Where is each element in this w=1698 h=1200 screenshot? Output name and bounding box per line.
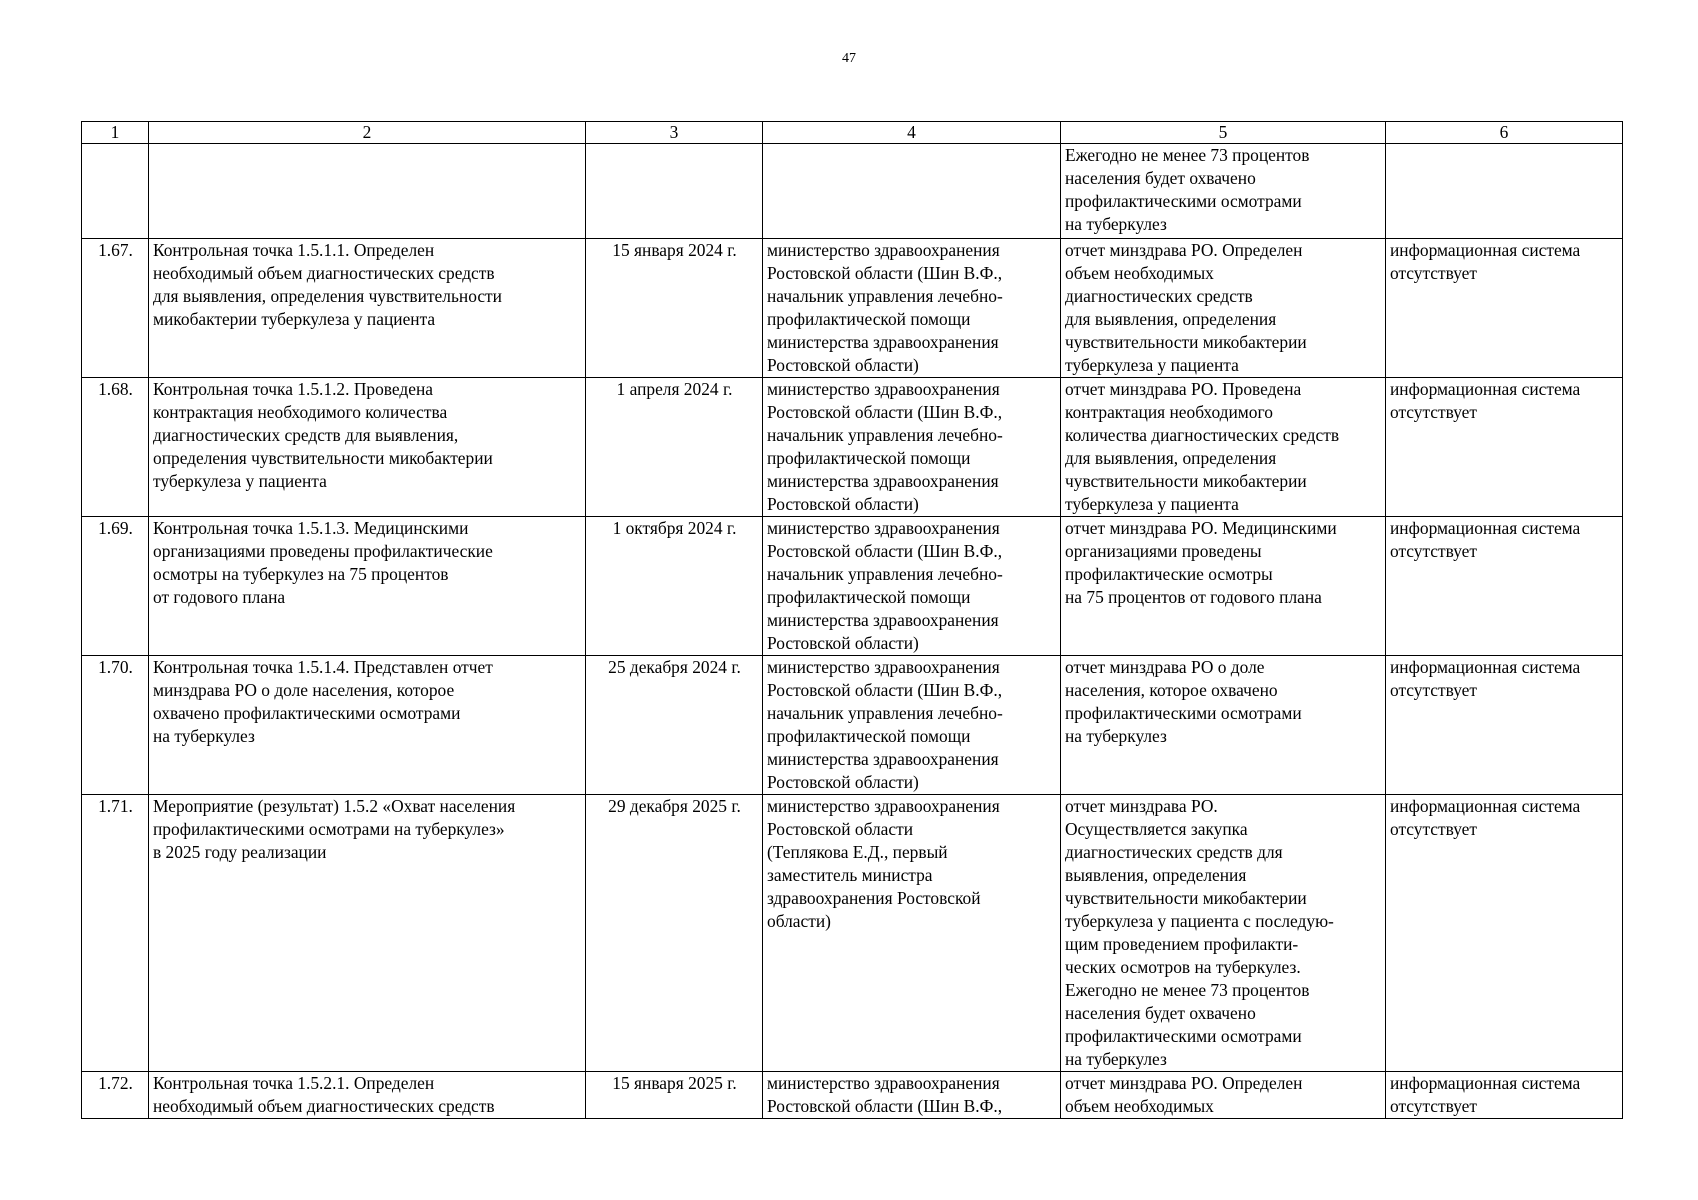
column-number: 4 xyxy=(763,122,1061,144)
cell-line: чувствительности микобактерии xyxy=(1065,471,1307,491)
table-row xyxy=(82,656,1623,795)
cell-line: туберкулеза у пациента с последую- xyxy=(1065,911,1334,931)
result-description xyxy=(1061,239,1386,378)
measure-name xyxy=(149,378,586,517)
cell-line: отчет минздрава РО. xyxy=(1065,796,1218,816)
cell-line: Контрольная точка 1.5.1.1. Определен xyxy=(153,240,435,260)
responsible-party xyxy=(763,795,1061,1072)
cell-line: профилактическими осмотрами xyxy=(1065,1026,1302,1046)
cell-line: отсутствует xyxy=(1390,819,1477,839)
cell-line: Ежегодно не менее 73 процентов xyxy=(1065,145,1310,165)
responsible-party xyxy=(763,1072,1061,1119)
cell-line: населения будет охвачено xyxy=(1065,1003,1256,1023)
cell-line: организациями проведены xyxy=(1065,541,1262,561)
cell-line: населения, которое охвачено xyxy=(1065,680,1278,700)
cell-line: министерство здравоохранения xyxy=(767,518,1000,538)
table-row xyxy=(82,795,1623,1072)
cell-line: Ежегодно не менее 73 процентов xyxy=(1065,980,1310,1000)
cell-line: организациями проведены профилактические xyxy=(153,541,493,561)
cell-line: министерство здравоохранения xyxy=(767,240,1000,260)
cell-line: Ростовской области (Шин В.Ф., xyxy=(767,263,1003,283)
information-system xyxy=(1386,795,1623,1072)
cell-line: отчет минздрава РО. Медицинскими xyxy=(1065,518,1337,538)
cell-line: на туберкулез xyxy=(1065,726,1167,746)
cell-line: профилактической помощи xyxy=(767,309,971,329)
cell-line: объем необходимых xyxy=(1065,263,1214,283)
cell-line: отчет минздрава РО о доле xyxy=(1065,657,1265,677)
cell-line: отчет минздрава РО. Проведена xyxy=(1065,379,1302,399)
cell-line: министерство здравоохранения xyxy=(767,379,1000,399)
cell-line: отчет минздрава РО. Определен xyxy=(1065,240,1303,260)
deadline-date: 25 декабря 2024 г. xyxy=(586,656,763,795)
cell-line: Ростовской области) xyxy=(767,355,919,375)
result-description xyxy=(1061,1072,1386,1119)
cell-line: начальник управления лечебно- xyxy=(767,425,1003,445)
deadline-date: 1 апреля 2024 г. xyxy=(586,378,763,517)
deadline-date: 15 января 2024 г. xyxy=(586,239,763,378)
responsible-party xyxy=(763,239,1061,378)
cell-line: определения чувствительности микобактерии xyxy=(153,448,493,468)
cell-line: щим проведением профилакти- xyxy=(1065,934,1299,954)
cell-line: минздрава РО о доле населения, которое xyxy=(153,680,455,700)
measure-name xyxy=(149,656,586,795)
measure-name xyxy=(149,795,586,1072)
result-description xyxy=(1061,656,1386,795)
cell-line: профилактической помощи xyxy=(767,448,971,468)
cell-line: начальник управления лечебно- xyxy=(767,703,1003,723)
measure-name xyxy=(149,1072,586,1119)
measures-table xyxy=(81,121,1623,1119)
row-number: 1.72. xyxy=(82,1072,149,1119)
cell-line: начальник управления лечебно- xyxy=(767,286,1003,306)
information-system xyxy=(1386,656,1623,795)
cell-line: здравоохранения Ростовской xyxy=(767,888,981,908)
cell-line: контрактация необходимого количества xyxy=(153,402,448,422)
cell-line: Осуществляется закупка xyxy=(1065,819,1248,839)
cell-line: министерство здравоохранения xyxy=(767,1073,1000,1093)
cell-line: для выявления, определения xyxy=(1065,309,1277,329)
information-system xyxy=(1386,1072,1623,1119)
cell-line: отсутствует xyxy=(1390,541,1477,561)
information-system xyxy=(1386,378,1623,517)
cell-line: информационная система xyxy=(1390,1073,1581,1093)
cell-line: диагностических средств для выявления, xyxy=(153,425,459,445)
row-number: 1.68. xyxy=(82,378,149,517)
cell-line: на туберкулез xyxy=(153,726,255,746)
table-row xyxy=(82,144,1623,239)
column-number: 3 xyxy=(586,122,763,144)
cell-line: Ростовской области xyxy=(767,819,914,839)
cell-line: охвачено профилактическими осмотрами xyxy=(153,703,461,723)
cell-line: информационная система xyxy=(1390,379,1581,399)
table-row xyxy=(82,517,1623,656)
row-number: 1.70. xyxy=(82,656,149,795)
measure-name xyxy=(149,239,586,378)
cell-line: информационная система xyxy=(1390,518,1581,538)
result-description xyxy=(1061,517,1386,656)
row-number: 1.71. xyxy=(82,795,149,1072)
table-row xyxy=(82,239,1623,378)
cell-line: министерство здравоохранения xyxy=(767,796,1000,816)
row-number xyxy=(82,144,149,239)
cell-line: туберкулеза у пациента xyxy=(1065,355,1239,375)
cell-line: диагностических средств xyxy=(1065,286,1253,306)
page-number: 47 xyxy=(842,51,856,66)
table-row xyxy=(82,1072,1623,1119)
row-number: 1.67. xyxy=(82,239,149,378)
cell-line: информационная система xyxy=(1390,240,1581,260)
cell-line: профилактическими осмотрами xyxy=(1065,191,1302,211)
cell-line: Мероприятие (результат) 1.5.2 «Охват населения xyxy=(153,796,516,816)
cell-line: заместитель министра xyxy=(767,865,933,885)
cell-line: министерства здравоохранения xyxy=(767,610,999,630)
cell-line: Ростовской области (Шин В.Ф., xyxy=(767,541,1003,561)
row-number: 1.69. xyxy=(82,517,149,656)
cell-line: Ростовской области) xyxy=(767,633,919,653)
result-description xyxy=(1061,378,1386,517)
deadline-date xyxy=(586,144,763,239)
result-description xyxy=(1061,795,1386,1072)
responsible-party xyxy=(763,144,1061,239)
cell-line: министерства здравоохранения xyxy=(767,749,999,769)
table-row xyxy=(82,378,1623,517)
cell-line: отсутствует xyxy=(1390,1096,1477,1116)
responsible-party xyxy=(763,517,1061,656)
deadline-date: 29 декабря 2025 г. xyxy=(586,795,763,1072)
cell-line: туберкулеза у пациента xyxy=(153,471,327,491)
cell-line: области) xyxy=(767,911,831,931)
cell-line: Ростовской области (Шин В.Ф., xyxy=(767,1096,1003,1116)
cell-line: на туберкулез xyxy=(1065,1049,1167,1069)
responsible-party xyxy=(763,378,1061,517)
cell-line: объем необходимых xyxy=(1065,1096,1214,1116)
cell-line: в 2025 году реализации xyxy=(153,842,327,862)
cell-line: на 75 процентов от годового плана xyxy=(1065,587,1322,607)
cell-line: чувствительности микобактерии xyxy=(1065,332,1307,352)
cell-line: начальник управления лечебно- xyxy=(767,564,1003,584)
cell-line: профилактическими осмотрами xyxy=(1065,703,1302,723)
cell-line: туберкулеза у пациента xyxy=(1065,494,1239,514)
cell-line: от годового плана xyxy=(153,587,286,607)
cell-line: диагностических средств для xyxy=(1065,842,1283,862)
information-system xyxy=(1386,239,1623,378)
deadline-date: 1 октября 2024 г. xyxy=(586,517,763,656)
cell-line: профилактической помощи xyxy=(767,587,971,607)
cell-line: информационная система xyxy=(1390,657,1581,677)
cell-line: осмотры на туберкулез на 75 процентов xyxy=(153,564,449,584)
result-description xyxy=(1061,144,1386,239)
cell-line: на туберкулез xyxy=(1065,214,1167,234)
cell-line: Ростовской области (Шин В.Ф., xyxy=(767,402,1003,422)
cell-line: микобактерии туберкулеза у пациента xyxy=(153,309,436,329)
cell-line: Ростовской области (Шин В.Ф., xyxy=(767,680,1003,700)
information-system xyxy=(1386,144,1623,239)
cell-line: отсутствует xyxy=(1390,680,1477,700)
information-system xyxy=(1386,517,1623,656)
cell-line: министерство здравоохранения xyxy=(767,657,1000,677)
cell-line: отсутствует xyxy=(1390,263,1477,283)
responsible-party xyxy=(763,656,1061,795)
cell-line: Ростовской области) xyxy=(767,494,919,514)
column-number: 5 xyxy=(1061,122,1386,144)
cell-line: отсутствует xyxy=(1390,402,1477,422)
cell-line: профилактические осмотры xyxy=(1065,564,1273,584)
cell-line: Ростовской области) xyxy=(767,772,919,792)
cell-line: информационная система xyxy=(1390,796,1581,816)
measure-name xyxy=(149,517,586,656)
cell-line: ческих осмотров на туберкулез. xyxy=(1065,957,1301,977)
cell-line: профилактическими осмотрами на туберкулез» xyxy=(153,819,505,839)
cell-line: населения будет охвачено xyxy=(1065,168,1256,188)
cell-line: министерства здравоохранения xyxy=(767,471,999,491)
column-number-row xyxy=(82,122,1623,144)
cell-line: необходимый объем диагностических средств xyxy=(153,1096,495,1116)
cell-line: необходимый объем диагностических средств xyxy=(153,263,495,283)
cell-line: министерства здравоохранения xyxy=(767,332,999,352)
cell-line: выявления, определения xyxy=(1065,865,1247,885)
cell-line: Контрольная точка 1.5.1.4. Представлен отчет xyxy=(153,657,493,677)
column-number: 1 xyxy=(82,122,149,144)
cell-line: (Теплякова Е.Д., первый xyxy=(767,842,948,862)
cell-line: Контрольная точка 1.5.1.3. Медицинскими xyxy=(153,518,469,538)
deadline-date: 15 января 2025 г. xyxy=(586,1072,763,1119)
measure-name xyxy=(149,144,586,239)
column-number: 2 xyxy=(149,122,586,144)
cell-line: для выявления, определения чувствительности xyxy=(153,286,502,306)
cell-line: чувствительности микобактерии xyxy=(1065,888,1307,908)
cell-line: Контрольная точка 1.5.2.1. Определен xyxy=(153,1073,435,1093)
cell-line: количества диагностических средств xyxy=(1065,425,1340,445)
column-number: 6 xyxy=(1386,122,1623,144)
cell-line: для выявления, определения xyxy=(1065,448,1277,468)
cell-line: Контрольная точка 1.5.1.2. Проведена xyxy=(153,379,433,399)
cell-line: отчет минздрава РО. Определен xyxy=(1065,1073,1303,1093)
cell-line: контрактация необходимого xyxy=(1065,402,1273,422)
cell-line: профилактической помощи xyxy=(767,726,971,746)
